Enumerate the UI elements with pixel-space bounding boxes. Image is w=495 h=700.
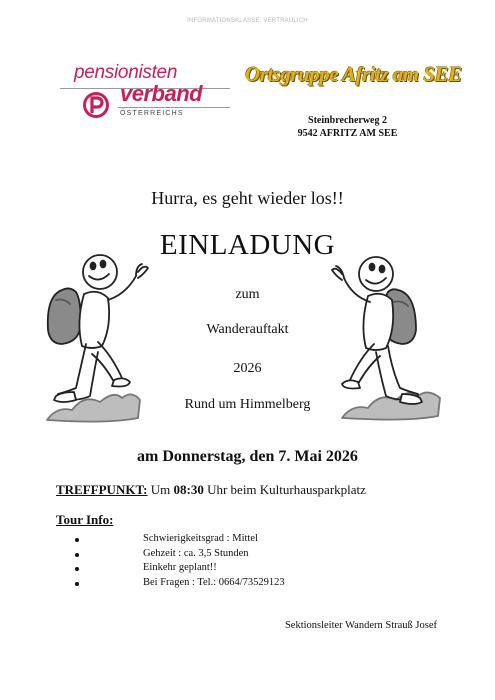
signature: Sektionsleiter Wandern Strauß Josef — [284, 620, 437, 631]
headline: Hurra, es geht wieder los!! — [151, 188, 344, 208]
meeting-time: 08:30 — [173, 482, 204, 497]
tour-info-label: Tour Info: — [56, 512, 114, 527]
p-letter-logo-icon — [82, 91, 110, 119]
event-date: am Donnerstag, den 7. Mai 2026 — [137, 448, 358, 465]
meeting-location: Uhr beim Kulturhausparkplatz — [207, 482, 366, 497]
logo-divider-lower — [118, 107, 230, 108]
bullet-icon — [75, 567, 79, 571]
meeting-point — [56, 482, 366, 498]
address-street: Steinbrecherweg 2 — [308, 115, 387, 126]
line-event: Wanderauftakt — [206, 322, 289, 337]
hiker-left-icon — [42, 250, 162, 435]
bullet-icon — [75, 538, 79, 542]
pensionistenverband-logo — [60, 62, 235, 130]
list-item: Bei Fragen : Tel.: 0664/73529123 — [75, 576, 285, 591]
list-item: Schwierigkeitsgrad : Mittel — [75, 532, 285, 547]
meeting-label: TREFFPUNKT: — [56, 482, 148, 497]
classification-label: INFORMATIONSKLASSE: VERTRAULICH — [187, 18, 308, 24]
invitation-title: EINLADUNG — [159, 229, 336, 261]
address-block — [260, 114, 435, 140]
line-zum: zum — [235, 287, 260, 302]
bullet-icon — [75, 553, 79, 557]
logo-top-text: pensionisten — [74, 62, 178, 83]
hiker-right-icon — [330, 250, 450, 435]
ortsgruppe-logo-title: Ortsgruppe Afritz am SEE — [245, 62, 462, 86]
address-city: 9542 AFRITZ AM SEE — [297, 128, 398, 139]
logo-main-text: verband — [120, 81, 203, 106]
logo-sub-text: ÖSTERREICHS — [120, 110, 184, 117]
meeting-pre: Um — [150, 482, 171, 497]
bullet-icon — [75, 582, 79, 586]
line-year: 2026 — [233, 361, 262, 376]
list-item: Gehzeit : ca. 3,5 Stunden — [75, 547, 285, 562]
list-item: Einkehr geplant!! — [75, 561, 285, 576]
tour-info-list — [75, 532, 285, 590]
line-route: Rund um Himmelberg — [184, 397, 311, 412]
